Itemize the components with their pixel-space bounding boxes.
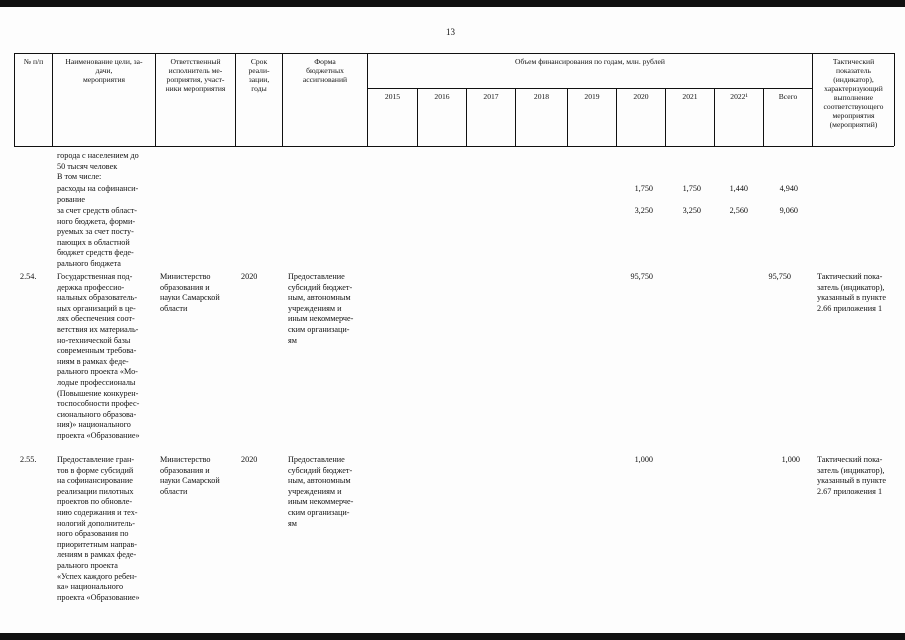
regional-2021: 3,250 bbox=[682, 206, 701, 215]
intro-text: города с населением до 50 тысяч человек В том числе: bbox=[57, 151, 139, 182]
year-total: Всего bbox=[778, 92, 798, 101]
header-name: Наименование цели, за- дачи, мероприятия bbox=[65, 57, 143, 84]
regional-2020: 3,250 bbox=[634, 206, 653, 215]
header-form: Форма бюджетных ассигнований bbox=[302, 57, 348, 84]
page-number: 13 bbox=[446, 27, 455, 37]
cofinancing-2021: 1,750 bbox=[682, 184, 701, 193]
year-2016: 2016 bbox=[434, 92, 450, 101]
year-2017: 2017 bbox=[483, 92, 499, 101]
year-2015: 2015 bbox=[384, 92, 401, 101]
responsible: Министерство образования и науки Самарской области bbox=[160, 272, 220, 313]
value-total: 1,000 bbox=[781, 455, 800, 464]
budget-form: Предоставление субсидий бюджет- ным, автономным учреждениям и иным некоммерче- ским организаци- ям bbox=[288, 272, 354, 345]
year-2019: 2019 bbox=[584, 92, 600, 101]
year-2018: 2018 bbox=[533, 92, 550, 101]
indicator: Тактический пока- затель (индикатор), указанный в пункте 2.66 приложения 1 bbox=[817, 272, 886, 313]
cofinancing-2022: 1,440 bbox=[729, 184, 748, 193]
top-border bbox=[0, 0, 905, 7]
indicator: Тактический пока- затель (индикатор), указанный в пункте 2.67 приложения 1 bbox=[817, 455, 886, 496]
term: 2020 bbox=[241, 455, 258, 464]
value-2020: 95,750 bbox=[630, 272, 653, 281]
row-number: 2.55. bbox=[20, 455, 37, 464]
year-2020: 2020 bbox=[633, 92, 649, 101]
header-financing: Объем финансирования по годам, млн. рублей bbox=[515, 57, 665, 66]
year-2021: 2021 bbox=[682, 92, 698, 101]
row-number: 2.54. bbox=[20, 272, 37, 281]
regional-2022: 2,560 bbox=[729, 206, 748, 215]
regional-total: 9,060 bbox=[779, 206, 798, 215]
header-indicator: Тактический показатель (индикатор), характеризующий выполнение соответствующего мероприятия (мероприятий) bbox=[823, 57, 884, 129]
budget-form: Предоставление субсидий бюджет- ным, автономным учреждениям и иным некоммерче- ским организаци- ям bbox=[288, 455, 354, 528]
value-2020: 1,000 bbox=[634, 455, 653, 464]
cofinancing-label: расходы на софинанси- рование bbox=[57, 184, 139, 204]
responsible: Министерство образования и науки Самарской области bbox=[160, 455, 220, 496]
measure-name: Предоставление гран- тов в форме субсидий на софинансирование реализации пилотных проектов по обновле- нию содержания и тех- нологий дополнитель- ного образования по приоритетным направ- лениям в рамках феде- рального проекта «Успех каждого ребен- ка» национального проекта «Образование» bbox=[57, 455, 140, 602]
regional-label: за счет средств област- ного бюджета, форми- руемых за счет посту- пающих в областной бюджет средств феде- рального бюджета bbox=[57, 206, 138, 268]
cofinancing-2020: 1,750 bbox=[634, 184, 653, 193]
value-total: 95,750 bbox=[768, 272, 791, 281]
measure-name: Государственная под- держка профессио- нальных образователь- ных организаций в це- лях обеспечения соот- ветствия их материаль- но-технической базы современным требова- ниям в рамках феде- рального проекта «Мо- лодые профессионалы (Повышение конкурен- тоспособности профес- сионального образова- ния)» национального проекта «Образование» bbox=[57, 272, 140, 440]
header-term: Срок реали- зации, годы bbox=[248, 57, 270, 93]
term: 2020 bbox=[241, 272, 258, 281]
header-responsible: Ответственный исполнитель ме- роприятия, участ- ники мероприятия bbox=[165, 57, 226, 93]
header-num: № п/п bbox=[23, 57, 44, 66]
year-2022: 2022¹ bbox=[730, 92, 748, 101]
bottom-border bbox=[0, 633, 905, 640]
cofinancing-total: 4,940 bbox=[779, 184, 798, 193]
